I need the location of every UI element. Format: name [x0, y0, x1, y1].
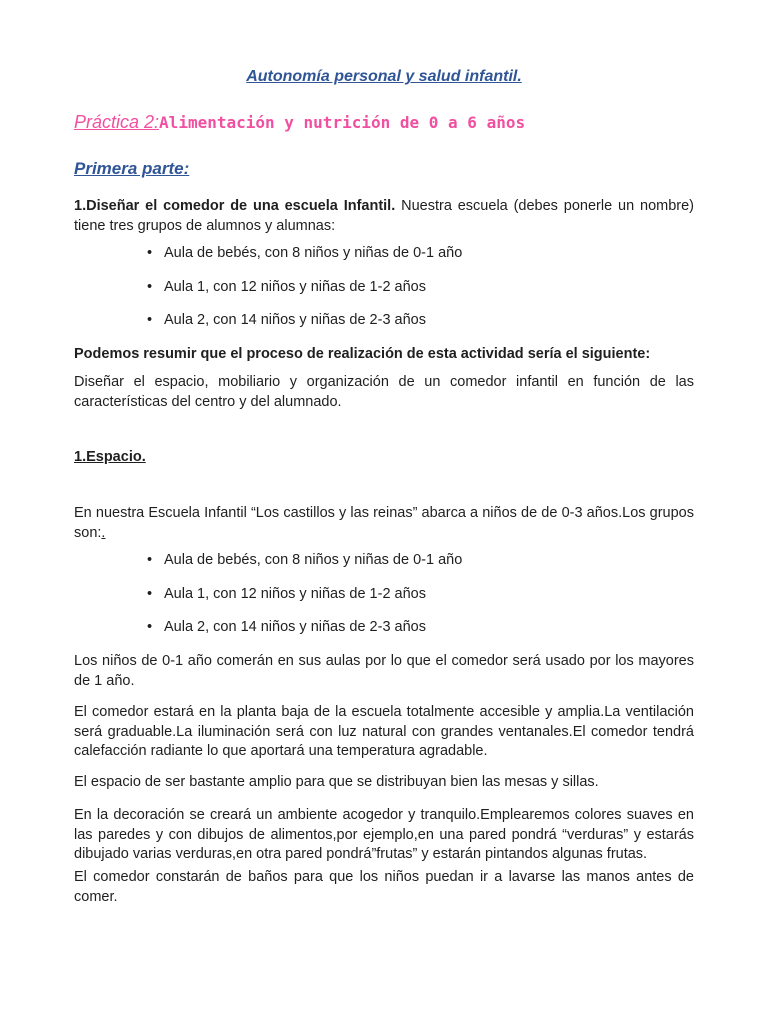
- list-item-text: Aula 1, con 12 niños y niñas de 1-2 años: [164, 278, 426, 295]
- list-item: [147, 244, 463, 278]
- intro-text: En nuestra Escuela Infantil “Los castillos y las reinas” abarca a niños de de 0-3 años.Los grupos son:: [74, 505, 694, 541]
- list-item-text: Aula de bebés, con 8 niños y niñas de 0-1 año: [164, 552, 463, 568]
- list-item: [147, 551, 463, 585]
- paragraph-comedor-ubicacion: El comedor estará en la planta baja de la escuela totalmente accesible y amplia.La ventilación será graduable.La iluminación será con luz natural con grandes ventanales.El comedor tendrá calefacción radiante lo que aportará una temperatura agradable.: [74, 704, 694, 759]
- task-paragraph: [74, 197, 694, 236]
- practice-heading: [74, 109, 525, 136]
- task-text: Nuestra escuela (debes ponerle un nombre) tiene tres grupos de alumnos y alumnas:: [74, 198, 694, 234]
- paragraph-comedor-uso: Los niños de 0-1 año comerán en sus aulas por lo que el comedor será usado por los mayores de 1 año.: [74, 653, 694, 689]
- list-item: [147, 278, 462, 312]
- list-item-text: Aula 2, con 14 niños y niñas de 2-3 años: [164, 619, 426, 635]
- bullet-icon: •: [147, 619, 153, 635]
- bullet-icon: •: [147, 245, 153, 261]
- document-title: Autonomía personal y salud infantil.: [246, 68, 522, 85]
- paragraph-banos: El comedor constarán de baños para que los niños puedan ir a lavarse las manos antes de comer.: [74, 869, 694, 905]
- intro-paragraph: [74, 504, 694, 543]
- practice-label: Práctica 2:: [74, 112, 160, 132]
- list-item: [147, 618, 462, 652]
- list-item-text: Aula 1, con 12 niños y niñas de 1-2 años: [164, 585, 426, 602]
- task-title: 1.Diseñar el comedor de una escuela Infantil.: [74, 198, 396, 214]
- bullet-icon: •: [147, 278, 153, 295]
- part-heading: Primera parte:: [74, 159, 190, 178]
- practice-subtitle: Alimentación y nutrición de 0 a 6 años: [159, 113, 526, 132]
- groups-list-2: [147, 551, 463, 652]
- bullet-icon: •: [147, 552, 153, 568]
- list-item-text: Aula de bebés, con 8 niños y niñas de 0-1 año: [164, 245, 463, 261]
- paragraph-decoracion: En la decoración se creará un ambiente acogedor y tranquilo.Emplearemos colores suaves en las paredes y con dibujos de alimentos,por ejemplo,en una pared pondrá “verduras” y estarás dibujado varias verduras,en otra pared pondrá”frutas” y estarán pintandos algunas frutas.: [74, 807, 694, 862]
- bullet-icon: •: [147, 312, 153, 328]
- groups-list-1: [147, 244, 463, 345]
- intro-tail: .: [101, 524, 106, 541]
- summary-heading: Podemos resumir que el proceso de realización de esta actividad sería el siguiente:: [74, 346, 651, 362]
- list-item: [147, 585, 462, 619]
- paragraph-espacio-amplio: El espacio de ser bastante amplio para que se distribuyan bien las mesas y sillas.: [74, 774, 599, 790]
- bullet-icon: •: [147, 585, 153, 602]
- list-item-text: Aula 2, con 14 niños y niñas de 2-3 años: [164, 312, 426, 328]
- summary-paragraph: Diseñar el espacio, mobiliario y organización de un comedor infantil en función de las características del centro y del alumnado.: [74, 374, 694, 410]
- section-heading-espacio: 1.Espacio.: [74, 449, 146, 465]
- list-item: [147, 311, 462, 345]
